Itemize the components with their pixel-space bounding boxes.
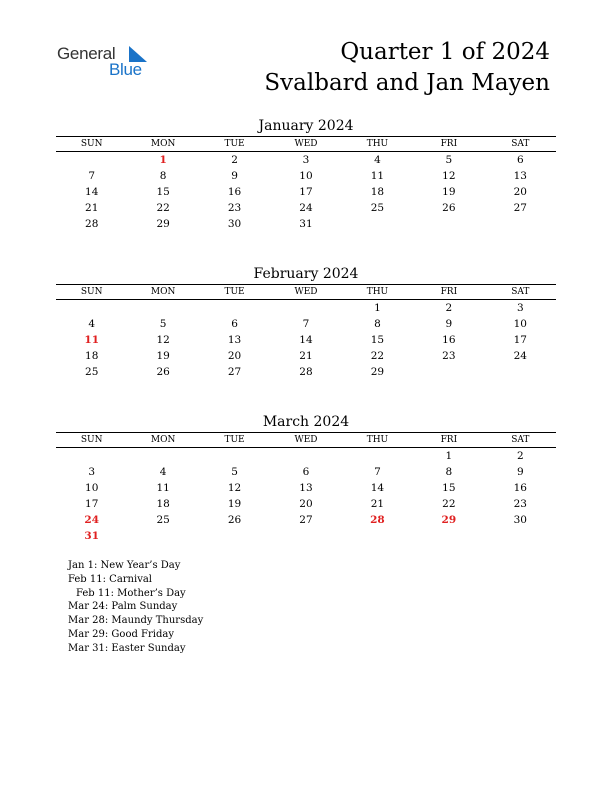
day-cell: 3 [516,302,524,314]
day-cell: 4 [88,318,96,330]
day-cell: 14 [85,186,99,198]
day-cell: 5 [445,154,453,166]
page-title-region: Svalbard and Jan Mayen [264,70,550,96]
month-february [56,264,556,380]
day-cell: 11 [84,334,100,346]
day-cell: 16 [442,334,456,346]
day-cell: 12 [227,482,242,494]
day-cell: 27 [299,514,313,526]
day-cell: 19 [442,186,456,198]
day-cell: 10 [299,170,313,182]
day-cell: 20 [513,186,527,198]
day-cell: 19 [156,350,170,362]
day-cell: 13 [299,482,313,494]
empty-cell [413,528,484,544]
day-cell: 1 [445,450,453,462]
day-cell: 17 [513,334,527,346]
holiday-note: Mar 31: Easter Sunday [68,642,186,654]
empty-cell [56,300,127,316]
empty-cell [270,448,341,464]
month-title: March 2024 [262,414,350,430]
day-cell: 25 [156,514,170,526]
holiday-note: Feb 11: Mother’s Day [76,587,186,599]
day-cell: 25 [370,202,385,214]
day-cell: 26 [156,366,170,378]
day-cell: 5 [231,466,238,478]
day-cell: 17 [85,498,99,510]
day-cell: 3 [88,466,96,478]
logo-text-general: General [57,44,116,63]
day-cell: 8 [445,466,453,478]
day-cell: 21 [299,350,313,362]
empty-cell [127,528,198,544]
calendar-grid [56,137,556,232]
empty-cell [413,364,484,380]
day-cell: 7 [88,170,96,182]
day-cell: 24 [299,202,313,214]
day-cell: 18 [85,350,99,362]
day-cell: 10 [513,318,527,330]
day-cell: 3 [302,154,310,166]
weekday-header: FRI [413,137,484,152]
empty-cell [342,528,413,544]
weekday-header: THU [342,137,413,152]
day-cell: 19 [227,498,242,510]
weekday-header: MON [127,285,198,300]
day-cell: 1 [374,302,381,314]
weekday-header: THU [342,285,413,300]
day-cell: 6 [231,318,238,330]
day-cell: 22 [370,350,385,362]
empty-cell [127,300,198,316]
day-cell: 2 [445,302,453,314]
day-cell: 30 [227,218,242,230]
holiday-note: Mar 28: Maundy Thursday [68,615,204,627]
day-cell: 29 [441,514,457,526]
day-cell: 16 [227,186,242,198]
weekday-header: TUE [199,433,270,448]
day-cell: 9 [445,318,453,330]
month-title: February 2024 [253,266,359,282]
day-cell: 2 [516,450,524,462]
day-cell: 15 [156,186,170,198]
weekday-header: TUE [199,285,270,300]
day-cell: 31 [84,530,100,542]
day-cell: 5 [159,318,167,330]
day-cell: 10 [85,482,99,494]
day-cell: 27 [513,202,527,214]
weekday-header: SAT [485,433,556,448]
empty-cell [413,216,484,232]
month-march [56,412,556,544]
holiday-note: Jan 1: New Year’s Day [68,560,181,571]
day-cell: 24 [513,350,527,362]
day-cell: 6 [302,466,310,478]
day-cell: 2 [231,154,238,166]
day-cell: 7 [302,318,310,330]
day-cell: 1 [159,154,167,166]
weekday-header: WED [270,433,341,448]
day-cell: 13 [513,170,527,182]
holiday-notes [68,559,203,656]
day-cell: 31 [299,218,313,230]
day-cell: 18 [370,186,385,198]
weekday-header: TUE [199,137,270,152]
weekday-header: THU [342,433,413,448]
day-cell: 28 [370,514,385,526]
day-cell: 8 [159,170,167,182]
day-cell: 4 [374,154,381,166]
month-title: January 2024 [258,118,354,134]
weekday-header: SUN [56,137,127,152]
logo-text-blue: Blue [109,60,142,79]
empty-cell [485,364,556,380]
day-cell: 12 [442,170,456,182]
day-cell: 18 [156,498,170,510]
weekday-header: WED [270,285,341,300]
day-cell: 16 [513,482,527,494]
day-cell: 23 [513,498,527,510]
calendar-grid [56,433,556,544]
day-cell: 15 [370,334,385,346]
day-cell: 26 [442,202,456,214]
day-cell: 27 [227,366,242,378]
empty-cell [342,448,413,464]
weekday-header: WED [270,137,341,152]
day-cell: 12 [156,334,170,346]
day-cell: 14 [299,334,313,346]
day-cell: 22 [156,202,170,214]
day-cell: 25 [85,366,99,378]
holiday-note: Feb 11: Carnival [68,573,153,585]
day-cell: 22 [442,498,456,510]
day-cell: 24 [84,514,100,526]
day-cell: 28 [85,218,99,230]
empty-cell [342,216,413,232]
empty-cell [485,216,556,232]
empty-cell [56,152,127,168]
weekday-header: MON [127,137,198,152]
calendar-grid [56,285,556,380]
weekday-header: SAT [485,137,556,152]
weekday-header: SUN [56,285,127,300]
empty-cell [199,300,270,316]
holiday-note: Mar 24: Palm Sunday [68,601,178,613]
weekday-header: SAT [485,285,556,300]
day-cell: 26 [227,514,242,526]
empty-cell [199,528,270,544]
page-title-quarter: Quarter 1 of 2024 [340,39,550,65]
page-title [264,37,550,99]
day-cell: 11 [156,482,170,494]
empty-cell [485,528,556,544]
day-cell: 14 [370,482,385,494]
weekday-header: SUN [56,433,127,448]
day-cell: 8 [374,318,381,330]
day-cell: 9 [231,170,238,182]
day-cell: 7 [374,466,381,478]
empty-cell [127,448,198,464]
day-cell: 20 [299,498,313,510]
empty-cell [56,448,127,464]
day-cell: 21 [370,498,385,510]
day-cell: 29 [370,366,385,378]
day-cell: 13 [227,334,242,346]
weekday-header: FRI [413,285,484,300]
day-cell: 4 [159,466,167,478]
weekday-header: MON [127,433,198,448]
empty-cell [199,448,270,464]
day-cell: 17 [299,186,313,198]
empty-cell [270,528,341,544]
day-cell: 23 [227,202,242,214]
empty-cell [270,300,341,316]
day-cell: 20 [227,350,242,362]
day-cell: 11 [370,170,385,182]
weekday-header: FRI [413,433,484,448]
month-january [56,116,556,232]
day-cell: 15 [442,482,456,494]
brand-logo [57,44,157,84]
day-cell: 23 [442,350,456,362]
holiday-note: Mar 29: Good Friday [68,628,174,640]
day-cell: 9 [516,466,524,478]
day-cell: 29 [156,218,170,230]
day-cell: 28 [299,366,313,378]
day-cell: 21 [85,202,99,214]
day-cell: 6 [516,154,524,166]
day-cell: 30 [513,514,527,526]
